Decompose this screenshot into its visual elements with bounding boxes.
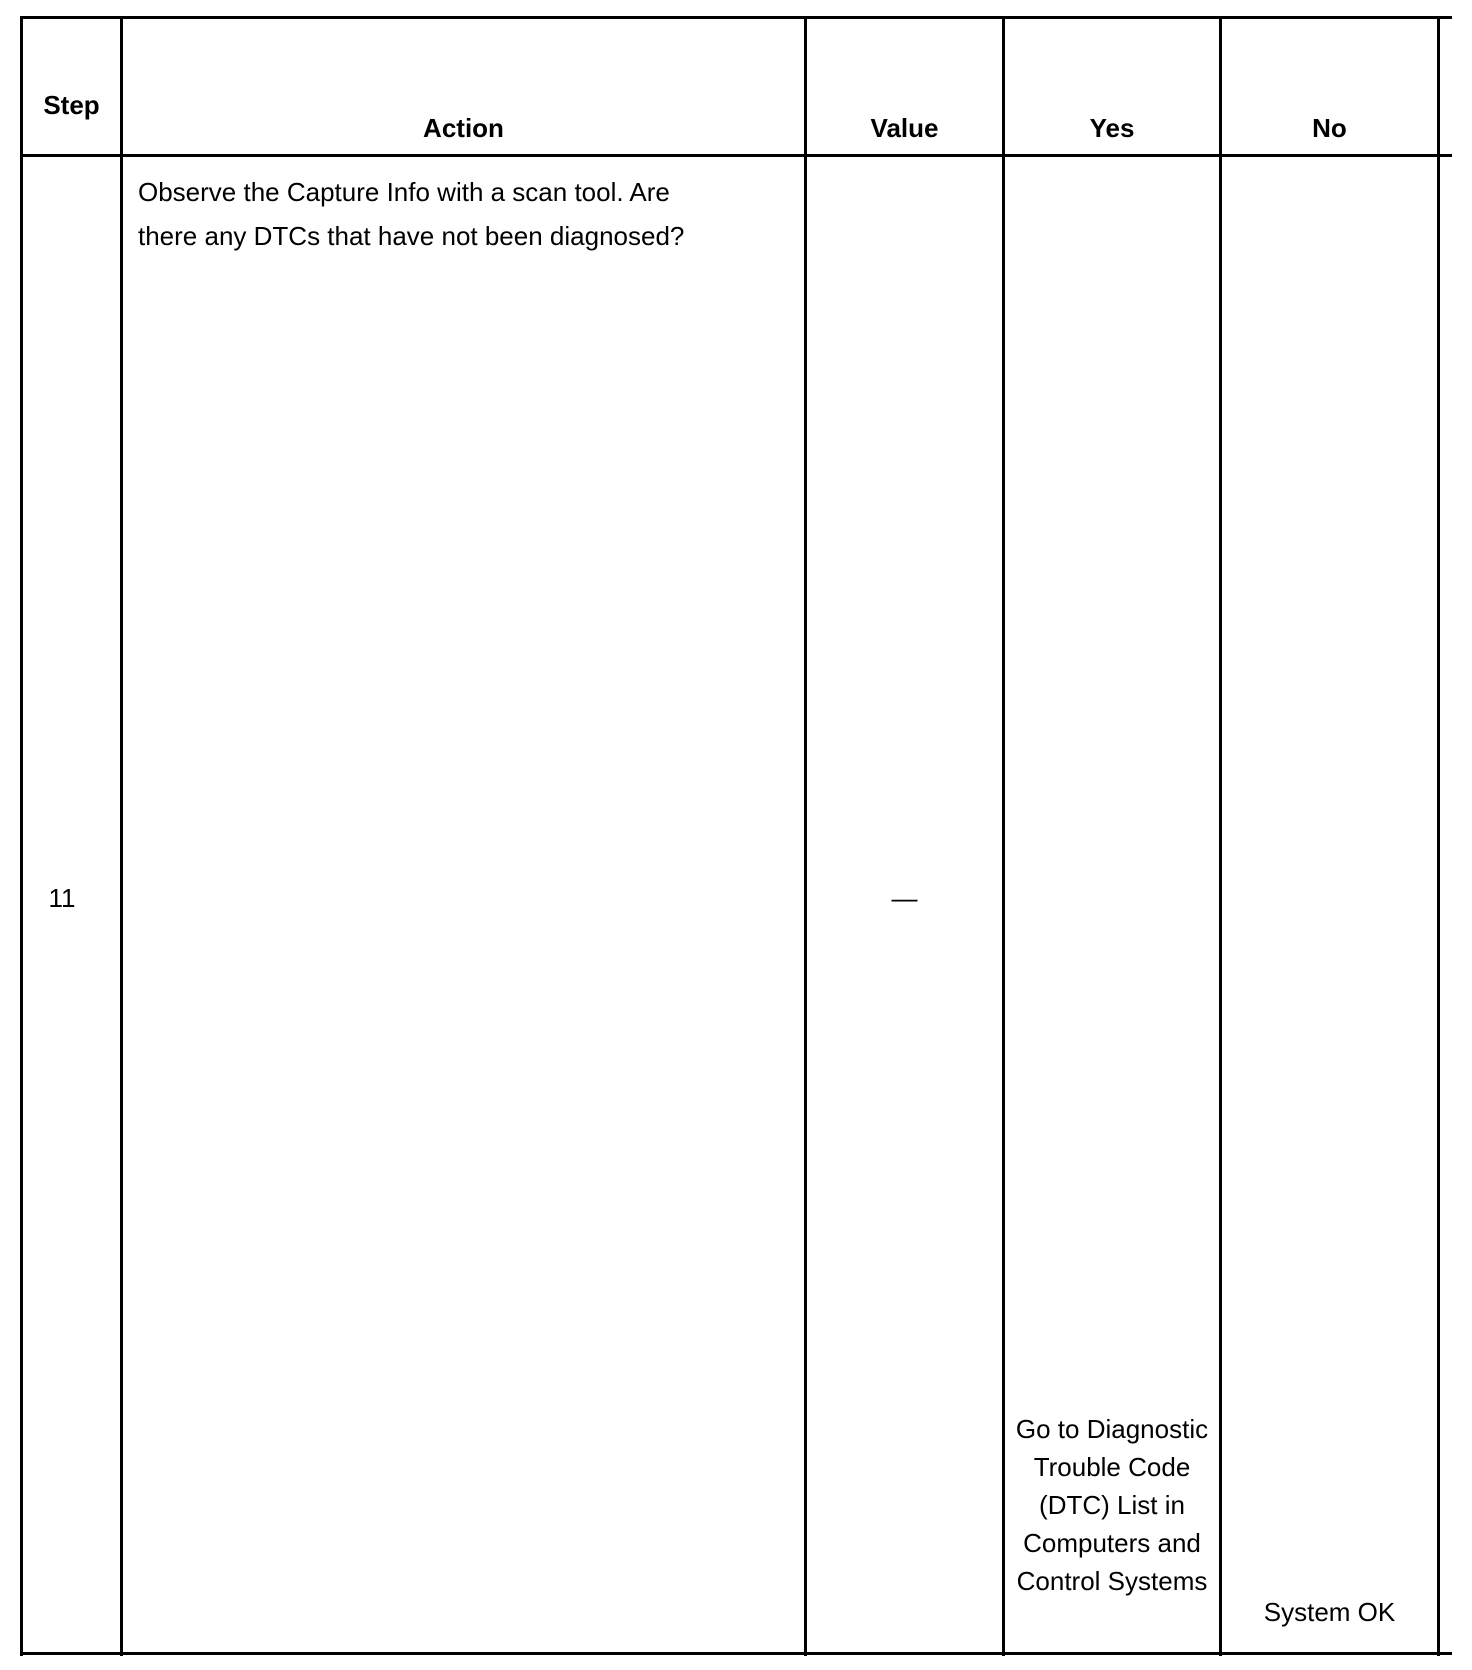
header-bottom-border [20, 154, 1452, 157]
yes-text-line-5: Control Systems [1016, 1566, 1208, 1596]
header-yes: Yes [1089, 113, 1135, 143]
col-divider-step-action [120, 16, 123, 1656]
table-left-border [20, 16, 23, 1656]
table-bottom-border [20, 1652, 1452, 1655]
no-text: System OK [1263, 1597, 1396, 1627]
step-number: 11 [48, 883, 76, 913]
yes-text-line-1: Go to Diagnostic [1015, 1414, 1209, 1444]
header-action: Action [423, 113, 504, 143]
col-divider-yes-no [1219, 16, 1222, 1656]
yes-text-line-4: Computers and [1023, 1528, 1201, 1558]
value-text: — [891, 883, 918, 913]
table-right-border [1437, 16, 1440, 1656]
action-text-line-2: there any DTCs that have not been diagnosed? [138, 221, 685, 251]
table-top-border [20, 16, 1452, 19]
diagnostic-step-table [20, 16, 1452, 1656]
action-text-line-1: Observe the Capture Info with a scan tool. Are [138, 177, 670, 207]
header-step: Step [43, 90, 100, 120]
yes-text-line-2: Trouble Code [1033, 1452, 1191, 1482]
header-value: Value [870, 113, 939, 143]
header-no: No [1312, 113, 1347, 143]
col-divider-action-value [804, 16, 807, 1656]
yes-text-line-3: (DTC) List in [1039, 1490, 1185, 1520]
